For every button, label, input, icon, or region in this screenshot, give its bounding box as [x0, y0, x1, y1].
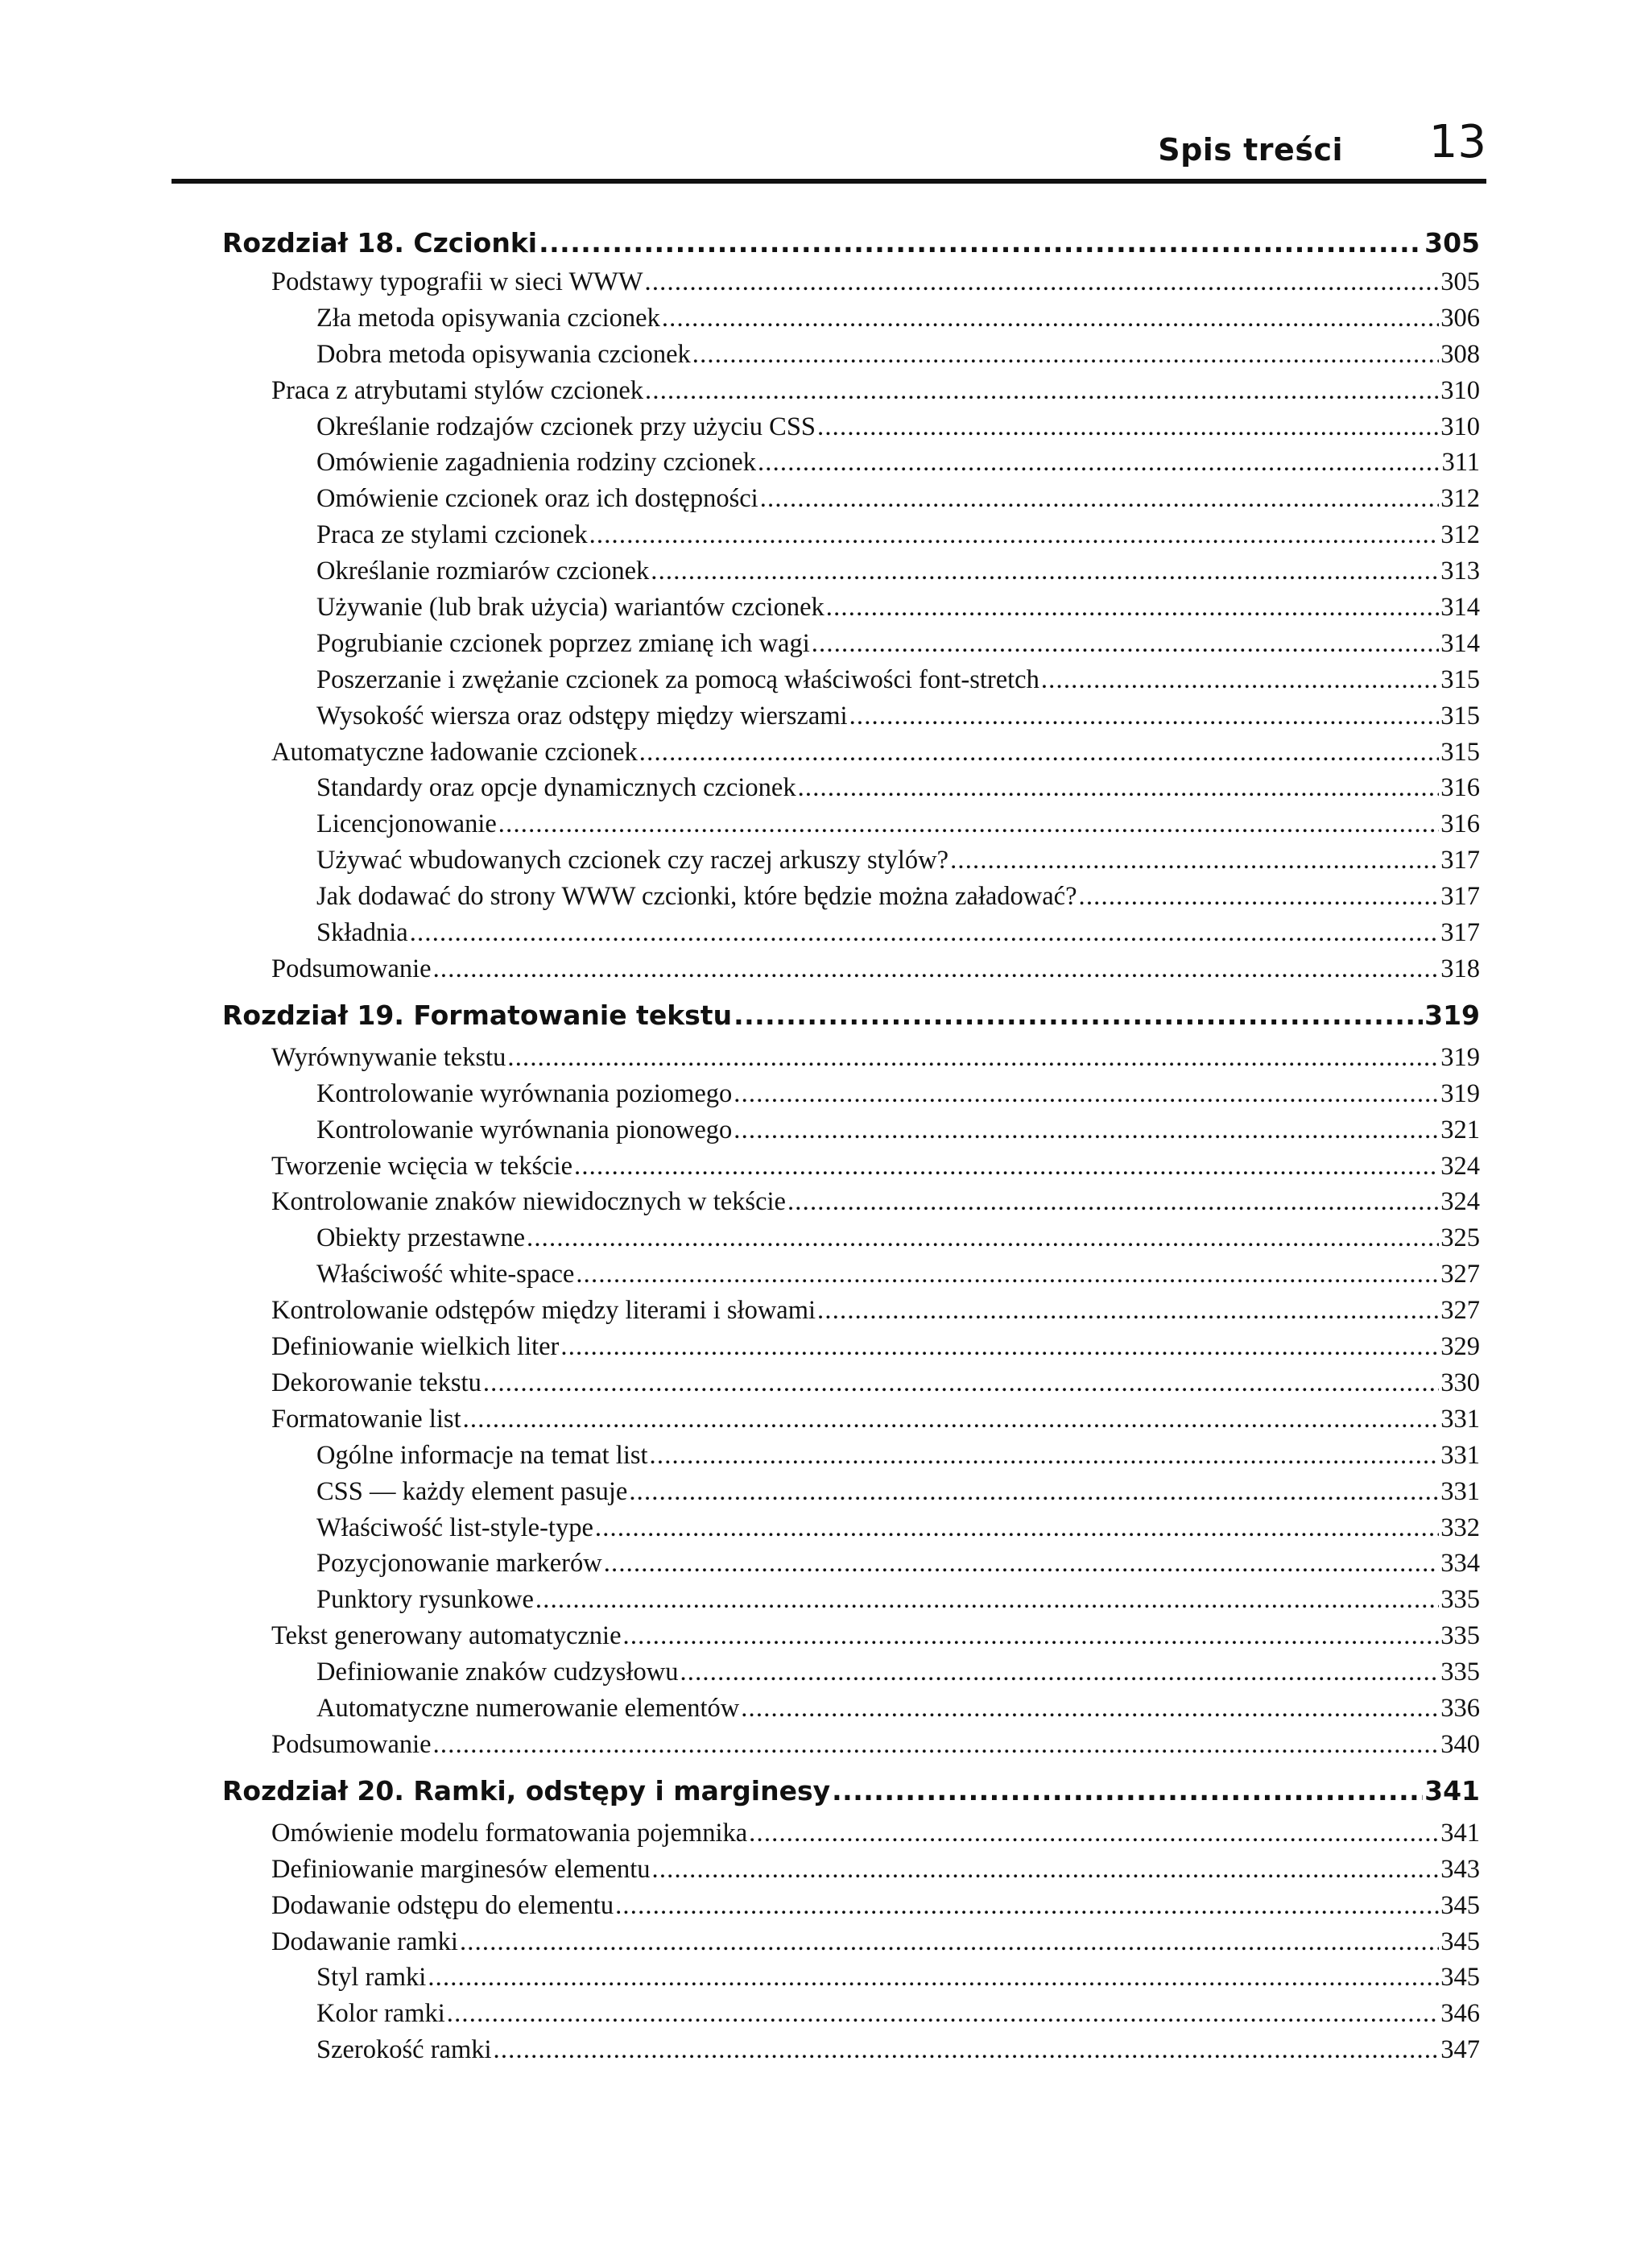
entry-title: Dodawanie ramki — [271, 1927, 458, 1956]
dot-leader — [507, 1043, 1439, 1073]
dot-leader — [741, 1694, 1439, 1724]
page-header — [172, 116, 1486, 184]
dot-leader — [615, 1891, 1439, 1921]
entry-title: Punktory rysunkowe — [316, 1585, 534, 1615]
dot-leader — [410, 918, 1440, 948]
entry-page-number: 343 — [1440, 1854, 1480, 1884]
toc-subsection-entry — [222, 1694, 1480, 1730]
toc-subsection-entry — [222, 557, 1480, 593]
entry-title: Określanie rozmiarów czcionek — [316, 557, 650, 586]
entry-title: Właściwość list-style-type — [316, 1513, 593, 1542]
entry-page-number: 317 — [1440, 846, 1480, 875]
entry-title: Automatyczne ładowanie czcionek — [271, 737, 638, 767]
entry-page-number: 315 — [1440, 664, 1480, 694]
entry-page-number: 327 — [1440, 1260, 1480, 1289]
entry-page-number: 313 — [1440, 557, 1480, 586]
dot-leader — [1079, 882, 1440, 912]
dot-leader — [950, 846, 1439, 875]
entry-page-number: 319 — [1440, 1078, 1480, 1108]
entry-title: Jak dodawać do strony WWW czcionki, które będzie można załadować? — [316, 882, 1077, 912]
entry-page-number: 306 — [1440, 303, 1480, 333]
toc-section-entry — [222, 267, 1480, 304]
table-of-contents — [222, 227, 1480, 2071]
entry-title: Poszerzanie i zwężanie czcionek za pomocą właściwości font-stretch — [316, 664, 1039, 694]
toc-subsection-entry — [222, 1999, 1480, 2035]
toc-section-entry — [222, 954, 1480, 999]
entry-title: Dekorowanie tekstu — [271, 1368, 481, 1397]
dot-leader — [787, 1187, 1439, 1217]
entry-title: Kontrolowanie odstępów między literami i słowami — [271, 1296, 816, 1326]
entry-page-number: 332 — [1440, 1513, 1480, 1542]
toc-section-entry — [222, 1152, 1480, 1188]
chapter-title: Rozdział 20. Ramki, odstępy i marginesy — [222, 1774, 831, 1807]
dot-leader — [433, 954, 1440, 984]
chapter-title: Rozdział 18. Czcionki — [222, 227, 538, 259]
entry-title: Kontrolowanie znaków niewidocznych w tekście — [271, 1187, 786, 1217]
dot-leader — [447, 1999, 1439, 2029]
entry-title: Tworzenie wcięcia w tekście — [271, 1151, 572, 1181]
entry-page-number: 318 — [1440, 954, 1480, 983]
entry-page-number: 324 — [1440, 1187, 1480, 1217]
entry-title: Podsumowanie — [271, 1729, 432, 1759]
toc-section-entry — [222, 1730, 1480, 1775]
toc-subsection-entry — [222, 340, 1480, 376]
entry-title: Automatyczne numerowanie elementów — [316, 1693, 740, 1723]
entry-title: Kolor ramki — [316, 1999, 445, 2029]
toc-section-entry — [222, 1819, 1480, 1855]
entry-page-number: 317 — [1440, 882, 1480, 912]
toc-section-entry — [222, 376, 1480, 412]
entry-title: Wysokość wiersza oraz odstępy między wierszami — [316, 701, 848, 730]
toc-section-entry — [222, 1187, 1480, 1223]
dot-leader — [433, 1730, 1440, 1760]
entry-page-number: 341 — [1440, 1818, 1480, 1848]
toc-subsection-entry — [222, 629, 1480, 665]
entry-title: Określanie rodzajów czcionek przy użyciu CSS — [316, 412, 816, 441]
entry-page-number: 308 — [1440, 339, 1480, 369]
toc-subsection-entry — [222, 1441, 1480, 1477]
dot-leader — [623, 1621, 1440, 1651]
toc-subsection-entry — [222, 1115, 1480, 1152]
toc-subsection-entry — [222, 1477, 1480, 1513]
entry-title: Wyrównywanie tekstu — [271, 1042, 506, 1072]
entry-title: Ogólne informacje na temat list — [316, 1440, 648, 1470]
dot-leader — [812, 629, 1440, 659]
entry-title: Dobra metoda opisywania czcionek — [316, 339, 691, 369]
entry-title: Używać wbudowanych czcionek czy raczej arkuszy stylów? — [316, 846, 949, 875]
entry-page-number: 331 — [1440, 1476, 1480, 1506]
entry-title: Licencjonowanie — [316, 809, 497, 839]
entry-title: Omówienie modelu formatowania pojemnika — [271, 1818, 748, 1848]
chapter-page-number: 341 — [1424, 1774, 1480, 1807]
toc-subsection-entry — [222, 773, 1480, 809]
entry-page-number: 325 — [1440, 1223, 1480, 1253]
dot-leader — [817, 1296, 1439, 1326]
entry-title: Podstawy typografii w sieci WWW — [271, 267, 643, 296]
dot-leader — [817, 412, 1439, 442]
dot-leader — [483, 1368, 1439, 1398]
entry-page-number: 310 — [1440, 375, 1480, 405]
toc-subsection-entry — [222, 593, 1480, 629]
toc-subsection-entry — [222, 809, 1480, 846]
toc-section-entry — [222, 1368, 1480, 1405]
dot-leader — [826, 593, 1439, 623]
toc-section-entry — [222, 1332, 1480, 1368]
entry-title: Składnia — [316, 918, 408, 948]
dot-leader — [560, 1332, 1439, 1362]
entry-page-number: 305 — [1440, 267, 1480, 296]
dot-leader — [645, 376, 1439, 406]
dot-leader — [535, 1585, 1439, 1615]
dot-leader — [749, 1819, 1439, 1848]
entry-page-number: 327 — [1440, 1296, 1480, 1326]
toc-subsection-entry — [222, 846, 1480, 882]
dot-leader — [576, 1260, 1439, 1289]
toc-subsection-entry — [222, 918, 1480, 954]
dot-leader — [494, 2035, 1440, 2065]
entry-page-number: 312 — [1440, 520, 1480, 550]
toc-section-entry — [222, 738, 1480, 774]
entry-title: Kontrolowanie wyrównania poziomego — [316, 1078, 733, 1108]
dot-leader — [498, 809, 1439, 839]
dot-leader — [527, 1223, 1439, 1253]
dot-leader — [662, 304, 1439, 333]
toc-subsection-entry — [222, 1658, 1480, 1694]
entry-page-number: 334 — [1440, 1549, 1480, 1579]
entry-title: Szerokość ramki — [316, 2035, 492, 2065]
dot-leader — [652, 1855, 1440, 1885]
entry-page-number: 329 — [1440, 1332, 1480, 1362]
dot-leader — [639, 738, 1439, 768]
toc-section-entry — [222, 1927, 1480, 1964]
toc-subsection-entry — [222, 2035, 1480, 2071]
entry-page-number: 331 — [1440, 1440, 1480, 1470]
toc-subsection-entry — [222, 702, 1480, 738]
toc-subsection-entry — [222, 882, 1480, 918]
entry-page-number: 330 — [1440, 1368, 1480, 1397]
entry-page-number: 335 — [1440, 1621, 1480, 1651]
entry-title: Praca ze stylami czcionek — [316, 520, 588, 550]
entry-title: Omówienie zagadnienia rodziny czcionek — [316, 448, 756, 478]
toc-section-entry — [222, 1405, 1480, 1441]
entry-page-number: 315 — [1440, 701, 1480, 730]
toc-section-entry — [222, 1855, 1480, 1891]
dot-leader — [760, 484, 1440, 514]
dot-leader — [604, 1549, 1440, 1579]
entry-page-number: 345 — [1440, 1890, 1480, 1920]
dot-leader — [734, 999, 1423, 1031]
entry-title: Definiowanie wielkich liter — [271, 1332, 560, 1362]
page-number: 13 — [1428, 116, 1486, 168]
dot-leader — [595, 1513, 1439, 1543]
dot-leader — [650, 1441, 1440, 1471]
entry-title: Pozycjonowanie markerów — [316, 1549, 602, 1579]
entry-page-number: 346 — [1440, 1999, 1480, 2029]
dot-leader — [849, 702, 1440, 731]
entry-title: Kontrolowanie wyrównania pionowego — [316, 1115, 733, 1144]
dot-leader — [629, 1477, 1439, 1507]
entry-page-number: 331 — [1440, 1404, 1480, 1434]
entry-page-number: 316 — [1440, 809, 1480, 839]
entry-page-number: 345 — [1440, 1963, 1480, 1993]
toc-subsection-entry — [222, 1079, 1480, 1115]
entry-title: Właściwość white-space — [316, 1260, 575, 1289]
toc-subsection-entry — [222, 1963, 1480, 1999]
toc-section-entry — [222, 1621, 1480, 1658]
entry-title: Tekst generowany automatycznie — [271, 1621, 622, 1651]
dot-leader — [798, 773, 1440, 803]
entry-page-number: 311 — [1441, 448, 1480, 478]
entry-page-number: 345 — [1440, 1927, 1480, 1956]
dot-leader — [734, 1115, 1439, 1145]
chapter-page-number: 319 — [1424, 999, 1480, 1031]
entry-page-number: 335 — [1440, 1585, 1480, 1615]
entry-page-number: 310 — [1440, 412, 1480, 441]
toc-subsection-entry — [222, 412, 1480, 449]
entry-title: Pogrubianie czcionek poprzez zmianę ich wagi — [316, 628, 810, 658]
chapter-heading — [222, 1775, 1480, 1819]
toc-subsection-entry — [222, 304, 1480, 340]
toc-section-entry — [222, 1043, 1480, 1079]
dot-leader — [832, 1775, 1423, 1807]
dot-leader — [539, 227, 1423, 259]
dot-leader — [589, 520, 1440, 550]
chapter-heading — [222, 999, 1480, 1043]
entry-page-number: 347 — [1440, 2035, 1480, 2065]
entry-title: Podsumowanie — [271, 954, 432, 983]
dot-leader — [651, 557, 1439, 586]
dot-leader — [1041, 665, 1439, 695]
entry-page-number: 336 — [1440, 1693, 1480, 1723]
entry-page-number: 335 — [1440, 1658, 1480, 1687]
entry-title: Definiowanie marginesów elementu — [271, 1854, 651, 1884]
entry-title: Praca z atrybutami stylów czcionek — [271, 375, 644, 405]
entry-page-number: 340 — [1440, 1729, 1480, 1759]
entry-page-number: 316 — [1440, 773, 1480, 803]
entry-title: CSS — każdy element pasuje — [316, 1476, 628, 1506]
entry-page-number: 314 — [1440, 628, 1480, 658]
entry-title: Obiekty przestawne — [316, 1223, 526, 1253]
entry-title: Formatowanie list — [271, 1404, 461, 1434]
dot-leader — [460, 1927, 1439, 1957]
dot-leader — [428, 1963, 1439, 1993]
entry-title: Używanie (lub brak użycia) wariantów czcionek — [316, 593, 824, 623]
dot-leader — [734, 1079, 1439, 1109]
chapter-heading — [222, 227, 1480, 267]
entry-title: Definiowanie znaków cudzysłowu — [316, 1658, 679, 1687]
running-header-title: Spis treści — [1158, 132, 1343, 168]
entry-title: Dodawanie odstępu do elementu — [271, 1890, 614, 1920]
toc-subsection-entry — [222, 1223, 1480, 1260]
entry-page-number: 324 — [1440, 1151, 1480, 1181]
toc-subsection-entry — [222, 665, 1480, 702]
entry-page-number: 317 — [1440, 918, 1480, 948]
dot-leader — [463, 1405, 1440, 1434]
dot-leader — [680, 1658, 1439, 1687]
entry-page-number: 312 — [1440, 484, 1480, 514]
entry-page-number: 321 — [1440, 1115, 1480, 1144]
dot-leader — [692, 340, 1439, 370]
entry-title: Omówienie czcionek oraz ich dostępności — [316, 484, 758, 514]
entry-page-number: 314 — [1440, 593, 1480, 623]
toc-subsection-entry — [222, 484, 1480, 520]
toc-section-entry — [222, 1891, 1480, 1927]
entry-title: Styl ramki — [316, 1963, 427, 1993]
dot-leader — [758, 448, 1440, 478]
toc-subsection-entry — [222, 448, 1480, 484]
entry-title: Standardy oraz opcje dynamicznych czcionek — [316, 773, 796, 803]
toc-subsection-entry — [222, 1260, 1480, 1296]
dot-leader — [574, 1152, 1439, 1182]
chapter-page-number: 305 — [1424, 227, 1480, 259]
entry-page-number: 315 — [1440, 737, 1480, 767]
entry-title: Zła metoda opisywania czcionek — [316, 303, 660, 333]
toc-subsection-entry — [222, 1549, 1480, 1585]
toc-subsection-entry — [222, 520, 1480, 557]
entry-page-number: 319 — [1440, 1042, 1480, 1072]
toc-subsection-entry — [222, 1585, 1480, 1621]
dot-leader — [645, 267, 1440, 297]
toc-subsection-entry — [222, 1513, 1480, 1550]
chapter-title: Rozdział 19. Formatowanie tekstu — [222, 999, 733, 1031]
toc-section-entry — [222, 1296, 1480, 1332]
